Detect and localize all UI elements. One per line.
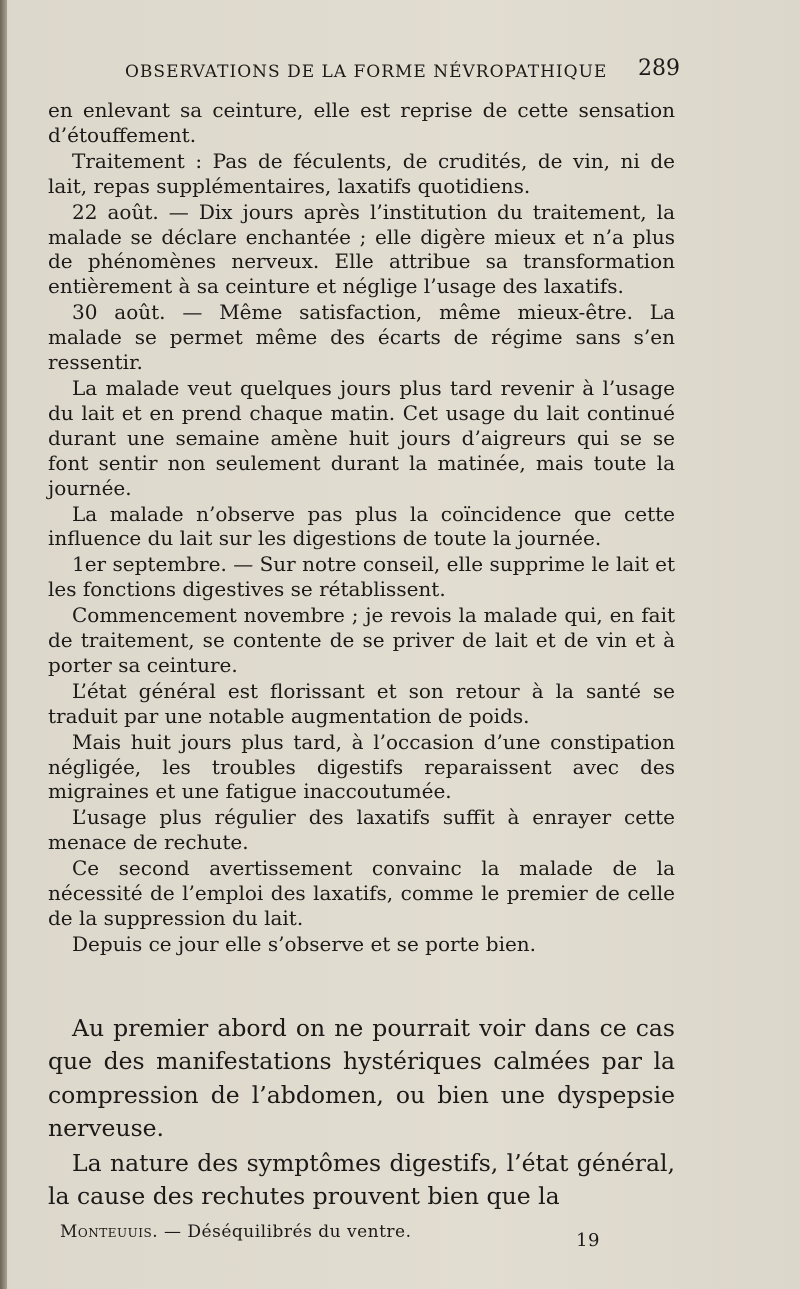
paragraph: 30 août. — Même satisfaction, même mieux-être. La malade se permet même des écarts de régime sans s’en ressentir.: [48, 300, 675, 375]
paragraph: Ce second avertissement convainc la malade de la nécessité de l’emploi des laxatifs, comme le premier de celle de la suppression du lait.: [48, 856, 675, 930]
case-observation-text: [48, 98, 675, 957]
footer-book-title: Déséquilibrés du ventre.: [187, 1222, 412, 1242]
page-number: 289: [638, 56, 680, 81]
paragraph: La nature des symptômes digestifs, l’état général, la cause des rechutes prouvent bien que la: [48, 1148, 675, 1211]
paragraph: en enlevant sa ceinture, elle est reprise de cette sensation d’étouffement.: [48, 98, 675, 147]
running-header: [125, 56, 680, 88]
book-spine: [0, 0, 7, 1289]
paragraph: L’usage plus régulier des laxatifs suffit à enrayer cette menace de rechute.: [48, 805, 675, 855]
paragraph: L’état général est florissant et son retour à la santé se traduit par une notable augmentation de poids.: [48, 678, 675, 728]
paragraph: Au premier abord on ne pourrait voir dans ce cas que des manifestations hystériques calmées par la compression de l’abdomen, ou bien une dyspepsie nerveuse.: [48, 1014, 675, 1143]
paragraph: Mais huit jours plus tard, à l’occasion d’une constipation négligée, les troubles digestifs reparaissent avec des migraines et une fatigue inaccoutumée.: [48, 729, 675, 804]
footer-author: Monteuuis: [60, 1222, 153, 1242]
paragraph: Depuis ce jour elle s’observe et se porte bien.: [72, 931, 537, 956]
paragraph: La malade n’observe pas plus la coïncidence que cette influence du lait sur les digestions de toute la journée.: [48, 501, 675, 551]
paragraph: La malade veut quelques jours plus tard revenir à l’usage du lait et en prend chaque matin. Cet usage du lait continué durant une semaine amène huit jours d’aigreurs qui se se font sentir non seulement durant la matinée, mais toute la journée.: [48, 375, 675, 500]
paragraph: Traitement : Pas de féculents, de crudités, de vin, ni de lait, repas supplémentaires, laxatifs quotidiens.: [48, 148, 675, 198]
footer-separator: . —: [152, 1222, 188, 1242]
paragraph: 1er septembre. — Sur notre conseil, elle supprime le lait et les fonctions digestives se rétablissent.: [48, 552, 675, 602]
signature-mark: 19: [576, 1230, 600, 1251]
commentary-text: [48, 1012, 675, 1213]
paragraph: 22 août. — Dix jours après l’institution du traitement, la malade se déclare enchantée ; elle digère mieux et n’a plus de phénomènes nerveux. Elle attribue sa transformation entièrement à sa ceinture et néglige l’usage des laxatifs.: [48, 199, 675, 299]
page-footer: [60, 1222, 600, 1252]
running-title: OBSERVATIONS DE LA FORME NÉVROPATHIQUE: [125, 62, 608, 82]
paragraph: Commencement novembre ; je revois la malade qui, en fait de traitement, se contente de se priver de lait et de vin et à porter sa ceinture.: [48, 603, 675, 677]
